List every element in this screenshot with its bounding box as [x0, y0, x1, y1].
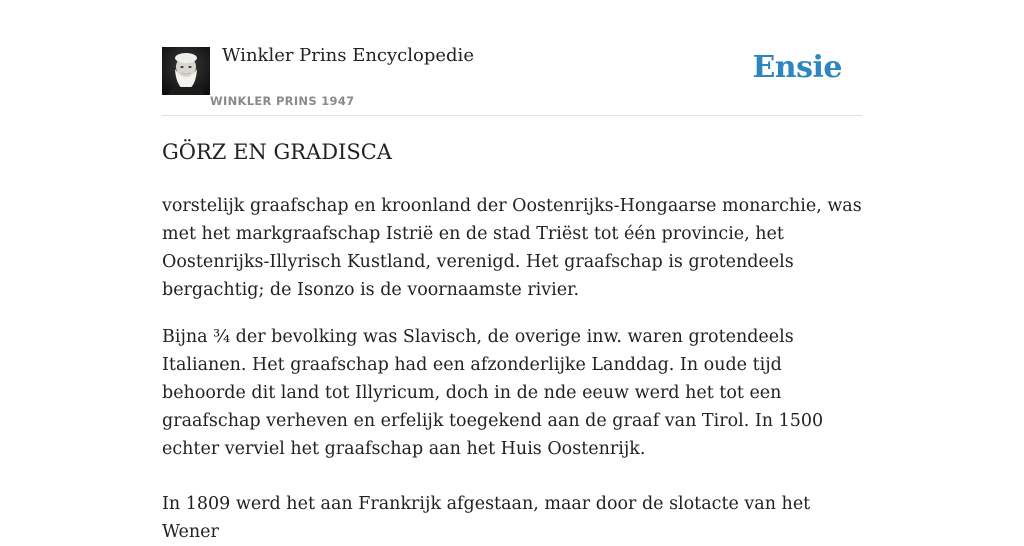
bearded-man-portrait-icon [162, 47, 210, 95]
paragraph-2: Bijna ¾ der bevolking was Slavisch, de overige inw. waren grotendeels Italianen. Het graafschap had een afzonderlijke Landdag. In oude tijd behoorde dit land tot Illyricum, doch in de nde eeuw werd het tot een graafschap verheven en erfelijk toegekend aan de graaf van Tirol. In 1500 echter verviel het graafschap aan het Huis Oostenrijk. [162, 327, 824, 459]
page-title: GÖRZ EN GRADISCA [162, 140, 392, 164]
article-body [162, 192, 862, 546]
paragraph-1: vorstelijk graafschap en kroonland der Oostenrijks-Hongaarse monarchie, was met het markgraafschap Istrië en de stad Triëst tot één provincie, het Oostenrijks-Illyrisch Kustland, verenigd. Het graafschap is grotendeels bergachtig; de Isonzo is de voornaamste rivier. [162, 196, 862, 300]
brand-logo[interactable]: Ensie [752, 50, 842, 85]
source-subtitle[interactable]: WINKLER PRINS 1947 [210, 94, 355, 108]
paragraph-3: In 1809 werd het aan Frankrijk afgestaan, maar door de slotacte van het Wener [162, 494, 811, 542]
source-title[interactable]: Winkler Prins Encyclopedie [222, 45, 474, 66]
header [162, 0, 862, 116]
avatar[interactable] [162, 47, 210, 95]
